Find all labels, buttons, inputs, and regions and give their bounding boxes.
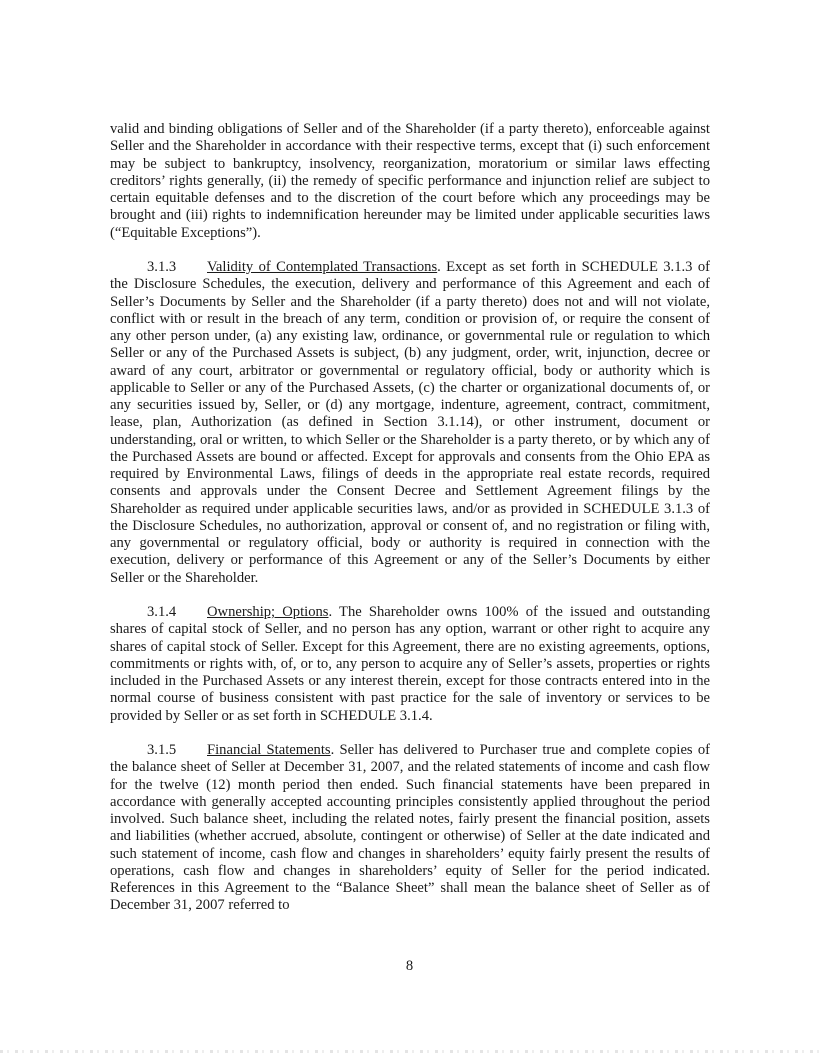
document-page — [110, 121, 710, 932]
section-number: 3.1.3 — [147, 259, 177, 275]
section-body: . Seller has delivered to Purchaser true and complete copies of the balance sheet of Seller at December 31, 2007, and the related statements of income and cash flow for the twelve (12) month period then ended. Such financial statements have been prepared in accordance with generally accepted accounting principles consistently applied throughout the period involved. Such balance sheet, including the related notes, fairly present the financial position, assets and liabilities (whether accrued, absolute, contingent or otherwise) of Seller at the date indicated and such statement of income, cash flow and changes in shareholders’ equity fairly present the results of operations, cash flow and changes in shareholders’ equity of Seller for the period indicated. References in this Agreement to the “Balance Sheet” shall mean the balance sheet of Seller as of December 31, 2007 referred to — [110, 742, 710, 914]
section-3-1-5 — [110, 742, 710, 915]
section-number: 3.1.5 — [147, 742, 177, 758]
section-3-1-4 — [110, 604, 710, 725]
section-body: . Except as set forth in SCHEDULE 3.1.3 of the Disclosure Schedules, the execution, delivery and performance of this Agreement and each of Seller’s Documents by Seller and the Shareholder (if a party thereto) does not and will not violate, conflict with or result in the breach of any term, condition or provision of, or require the consent of any other person under, (a) any existing law, ordinance, or governmental rule or regulation to which Seller or any of the Purchased Assets is subject, (b) any judgment, order, writ, injunction, decree or award of any court, arbitrator or governmental or regulatory official, body or authority which is applicable to Seller or any of the Purchased Assets, (c) the charter or organizational documents of, or any securities issued by, Seller, or (d) any mortgage, indenture, agreement, contract, commitment, lease, plan, Authorization (as defined in Section 3.1.14), or other instrument, document or understanding, oral or written, to which Seller or the Shareholder is a party thereto, or by which any of the Purchased Assets are bound or affected. Except for approvals and consents from the Ohio EPA as required by Environmental Laws, filings of deeds in the appropriate real estate records, required consents and approvals under the Consent Decree and Settlement Agreement filings by the Shareholder as required under applicable securities laws, and/or as provided in SCHEDULE 3.1.3 of the Disclosure Schedules, no authorization, approval or consent of, and no registration or filing with, any governmental or regulatory official, body or authority is required in connection with the execution, delivery or performance of this Agreement or any of the Seller’s Documents by either Seller or the Shareholder. — [110, 259, 710, 586]
section-heading: Ownership; Options — [207, 604, 329, 620]
paragraph-continuation: valid and binding obligations of Seller and of the Shareholder (if a party thereto), enforceable against Seller and the Shareholder in accordance with their respective terms, except that (i) such enforcement may be subject to bankruptcy, insolvency, reorganization, moratorium or similar laws effecting creditors’ rights generally, (ii) the remedy of specific performance and injunction relief are subject to certain equitable defenses and to the discretion of the court before which any proceedings may be brought and (iii) rights to indemnification hereunder may be limited under applicable securities laws (“Equitable Exceptions”). — [110, 121, 710, 241]
page-number: 8 — [405, 958, 414, 974]
section-heading: Financial Statements — [207, 742, 331, 758]
section-3-1-3 — [110, 259, 710, 587]
section-heading: Validity of Contemplated Transactions — [207, 259, 438, 275]
section-number: 3.1.4 — [147, 604, 177, 620]
scan-artifact-edge — [0, 1050, 819, 1053]
section-body: . The Shareholder owns 100% of the issued and outstanding shares of capital stock of Seller, and no person has any option, warrant or other right to acquire any shares of capital stock of Seller. Except for this Agreement, there are no existing agreements, options, commitments or rights with, of, or to, any person to acquire any of Seller’s assets, properties or rights included in the Purchased Assets or any interest therein, except for those contracts entered into in the normal course of business consistent with past practice for the sale of inventory or services to be provided by Seller or as set forth in SCHEDULE 3.1.4. — [110, 604, 710, 724]
